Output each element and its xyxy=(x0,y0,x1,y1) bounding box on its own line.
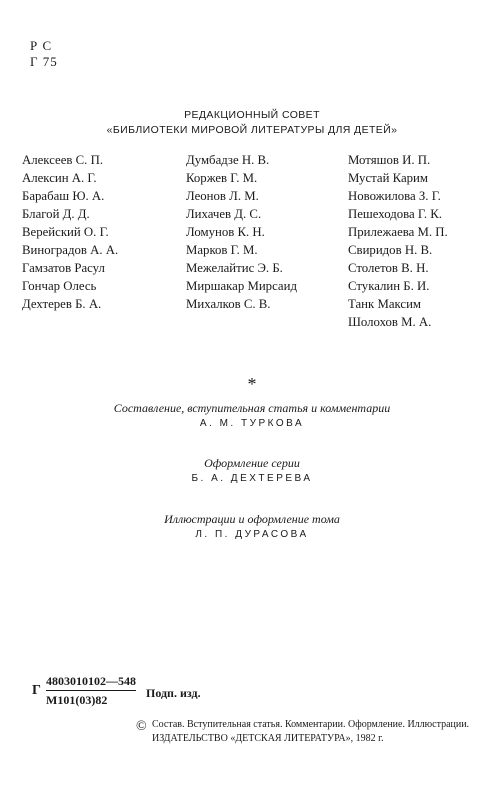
council-member: Новожилова З. Г. xyxy=(348,189,441,203)
council-member: Коржев Г. М. xyxy=(186,171,258,185)
council-member: Шолохов М. А. xyxy=(348,315,432,329)
council-member: Барабаш Ю. А. xyxy=(22,189,105,203)
council-title-line-1: РЕДАКЦИОННЫЙ СОВЕТ xyxy=(184,109,320,121)
council-member: Алексеев С. П. xyxy=(22,153,104,167)
council-member: Межелайтис Э. Б. xyxy=(186,261,283,275)
council-member: Стукалин Б. И. xyxy=(348,279,430,293)
section-separator: * xyxy=(247,374,257,394)
council-title-line-2: «БИБЛИОТЕКИ МИРОВОЙ ЛИТЕРАТУРЫ ДЛЯ ДЕТЕЙ» xyxy=(106,124,398,136)
catalog-denominator: М101(03)82 xyxy=(46,693,108,707)
council-member: Миршакар Мирсаид xyxy=(186,279,297,293)
compilation-role: Составление, вступительная статья и комментарии xyxy=(113,401,391,415)
editorial-council-title xyxy=(0,108,504,138)
council-member: Лихачев Д. С. xyxy=(186,207,262,221)
council-member: Думбадзе Н. В. xyxy=(186,153,270,167)
council-member: Виноградов А. А. xyxy=(22,243,119,257)
series-design-person: Б. А. ДЕХТЕРЕВА xyxy=(191,473,313,484)
council-member: Гамзатов Расул xyxy=(22,261,105,275)
classification-code xyxy=(30,38,58,70)
council-column-3 xyxy=(348,151,448,331)
illustration-credit xyxy=(0,511,504,543)
council-member: Гончар Олесь xyxy=(22,279,97,293)
council-member: Ломунов К. Н. xyxy=(186,225,265,239)
council-member: Алексин А. Г. xyxy=(22,171,97,185)
council-member: Леонов Л. М. xyxy=(186,189,259,203)
council-member: Мотяшов И. П. xyxy=(348,153,431,167)
council-member: Мустай Карим xyxy=(348,171,429,185)
catalog-numerator: 4803010102—548 xyxy=(46,674,136,691)
catalog-fraction xyxy=(46,674,136,708)
council-member: Столетов В. Н. xyxy=(348,261,429,275)
classification-line-1: Р С xyxy=(30,38,53,53)
council-column-2 xyxy=(186,151,297,313)
illustration-person: Л. П. ДУРАСОВА xyxy=(195,529,309,540)
copyright-line-1: Состав. Вступительная статья. Комментарии. Оформление. Иллюстрации. xyxy=(152,719,470,730)
copyright-icon: © xyxy=(136,719,147,734)
council-member: Михалков С. В. xyxy=(186,297,271,311)
council-member: Марков Г. М. xyxy=(186,243,258,257)
council-member: Свиридов Н. В. xyxy=(348,243,433,257)
council-column-1 xyxy=(22,151,118,313)
series-design-credit xyxy=(0,455,504,487)
council-member: Танк Максим xyxy=(348,297,422,311)
series-design-role: Оформление серии xyxy=(204,456,300,470)
council-member: Верейский О. Г. xyxy=(22,225,109,239)
compilation-person: А. М. ТУРКОВА xyxy=(199,418,305,429)
subscription-note: Подп. изд. xyxy=(146,686,201,700)
council-member: Благой Д. Д. xyxy=(22,207,90,221)
catalog-letter: Г xyxy=(32,683,41,698)
council-member: Прилежаева М. П. xyxy=(348,225,448,239)
illustration-role: Иллюстрации и оформление тома xyxy=(164,512,340,526)
classification-line-2: Г 75 xyxy=(30,54,58,69)
compilation-credit xyxy=(0,400,504,432)
copyright-line-2: ИЗДАТЕЛЬСТВО «ДЕТСКАЯ ЛИТЕРАТУРА», 1982 г. xyxy=(152,733,384,744)
council-member: Пешеходова Г. К. xyxy=(348,207,442,221)
council-member: Дехтерев Б. А. xyxy=(22,297,102,311)
